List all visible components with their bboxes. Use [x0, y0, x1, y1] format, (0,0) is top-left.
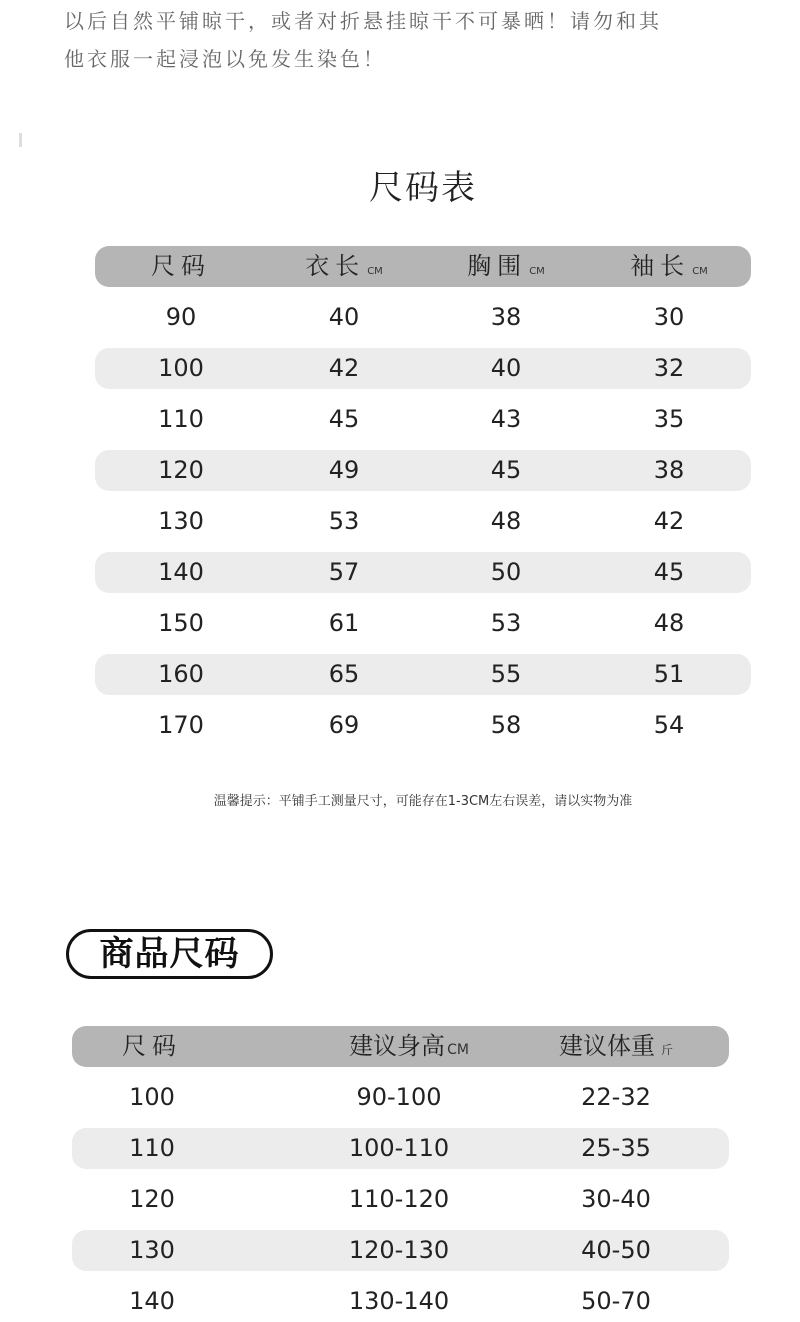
header-length-label: 衣长 [305, 252, 366, 280]
cell-size: 150 [158, 609, 204, 637]
cell-height: 100-110 [348, 1134, 450, 1162]
header-weight-label: 建议体重 [558, 1032, 655, 1060]
product-size-header [72, 1026, 729, 1067]
cell-weight: 50-70 [581, 1287, 651, 1315]
cell-height: 110-120 [348, 1185, 450, 1213]
cell-length: 49 [328, 456, 360, 484]
cell-chest: 55 [490, 660, 522, 688]
table-row [95, 348, 751, 389]
cell-sleeve: 42 [653, 507, 685, 535]
cell-size: 140 [129, 1287, 175, 1315]
size-table-title: 尺码表 [369, 168, 477, 208]
cell-sleeve: 32 [653, 354, 685, 382]
measurement-tip: 温馨提示：平铺手工测量尺寸，可能存在1-3CM左右误差，请以实物为准 [213, 794, 633, 809]
cell-length: 69 [328, 711, 360, 739]
table-row [72, 1230, 729, 1271]
cell-size: 110 [158, 405, 204, 433]
cell-length: 65 [328, 660, 360, 688]
cell-length: 61 [328, 609, 360, 637]
product-size-badge: 商品尺码 [66, 929, 273, 979]
cell-weight: 22-32 [581, 1083, 651, 1111]
cell-size: 120 [158, 456, 204, 484]
cell-size: 140 [158, 558, 204, 586]
header-size [72, 1026, 232, 1067]
cell-chest: 53 [490, 609, 522, 637]
header-size [95, 246, 267, 287]
cell-sleeve: 30 [653, 303, 685, 331]
header-weight-unit: 斤 [660, 1043, 673, 1057]
cell-size: 100 [129, 1083, 175, 1111]
cell-length: 57 [328, 558, 360, 586]
table-row [95, 654, 751, 695]
table-row [95, 297, 751, 338]
care-line-1: 以后自然平铺晾干，或者对折悬挂晾干不可暴晒！请勿和其 [64, 9, 662, 33]
header-height-unit: CM [447, 1042, 469, 1058]
cell-length: 53 [328, 507, 360, 535]
cell-length: 40 [328, 303, 360, 331]
care-line-2: 他衣服一起浸泡以免发生染色！ [64, 47, 386, 71]
header-sleeve-unit: CM [692, 266, 708, 277]
cell-height: 130-140 [348, 1287, 450, 1315]
cell-size: 130 [129, 1236, 175, 1264]
cell-sleeve: 38 [653, 456, 685, 484]
table-row [72, 1077, 729, 1118]
cell-size: 90 [165, 303, 197, 331]
cell-sleeve: 51 [653, 660, 685, 688]
table-row [72, 1179, 729, 1220]
cell-sleeve: 48 [653, 609, 685, 637]
cell-size: 170 [158, 711, 204, 739]
cell-size: 130 [158, 507, 204, 535]
cell-chest: 40 [490, 354, 522, 382]
header-length [267, 246, 421, 287]
cell-size: 110 [129, 1134, 175, 1162]
side-divider-mark [19, 133, 22, 147]
cell-height: 90-100 [356, 1083, 442, 1111]
cell-length: 42 [328, 354, 360, 382]
cell-chest: 50 [490, 558, 522, 586]
header-sleeve-label: 袖长 [630, 252, 691, 280]
cell-size: 160 [158, 660, 204, 688]
header-chest-unit: CM [529, 266, 545, 277]
header-height [299, 1026, 519, 1067]
cell-sleeve: 45 [653, 558, 685, 586]
header-chest [421, 246, 591, 287]
size-table-header [95, 246, 751, 287]
cell-chest: 48 [490, 507, 522, 535]
cell-length: 45 [328, 405, 360, 433]
cell-sleeve: 54 [653, 711, 685, 739]
table-row [95, 552, 751, 593]
care-instructions [64, 2, 744, 78]
table-row [95, 501, 751, 542]
cell-weight: 25-35 [581, 1134, 651, 1162]
header-chest-label: 胸围 [467, 252, 528, 280]
table-row [95, 705, 751, 746]
table-row [95, 399, 751, 440]
cell-weight: 30-40 [581, 1185, 651, 1213]
cell-weight: 40-50 [581, 1236, 651, 1264]
header-sleeve [591, 246, 747, 287]
cell-chest: 45 [490, 456, 522, 484]
header-size-label: 尺码 [151, 252, 211, 280]
cell-height: 120-130 [348, 1236, 450, 1264]
header-height-label: 建议身高 [349, 1032, 446, 1060]
header-length-unit: CM [367, 266, 383, 277]
table-row [95, 450, 751, 491]
cell-chest: 38 [490, 303, 522, 331]
table-row [72, 1128, 729, 1169]
cell-chest: 43 [490, 405, 522, 433]
cell-size: 120 [129, 1185, 175, 1213]
header-size-label: 尺码 [122, 1032, 182, 1060]
header-weight [518, 1026, 714, 1067]
table-row [72, 1281, 729, 1322]
cell-chest: 58 [490, 711, 522, 739]
cell-size: 100 [158, 354, 204, 382]
table-row [95, 603, 751, 644]
cell-sleeve: 35 [653, 405, 685, 433]
